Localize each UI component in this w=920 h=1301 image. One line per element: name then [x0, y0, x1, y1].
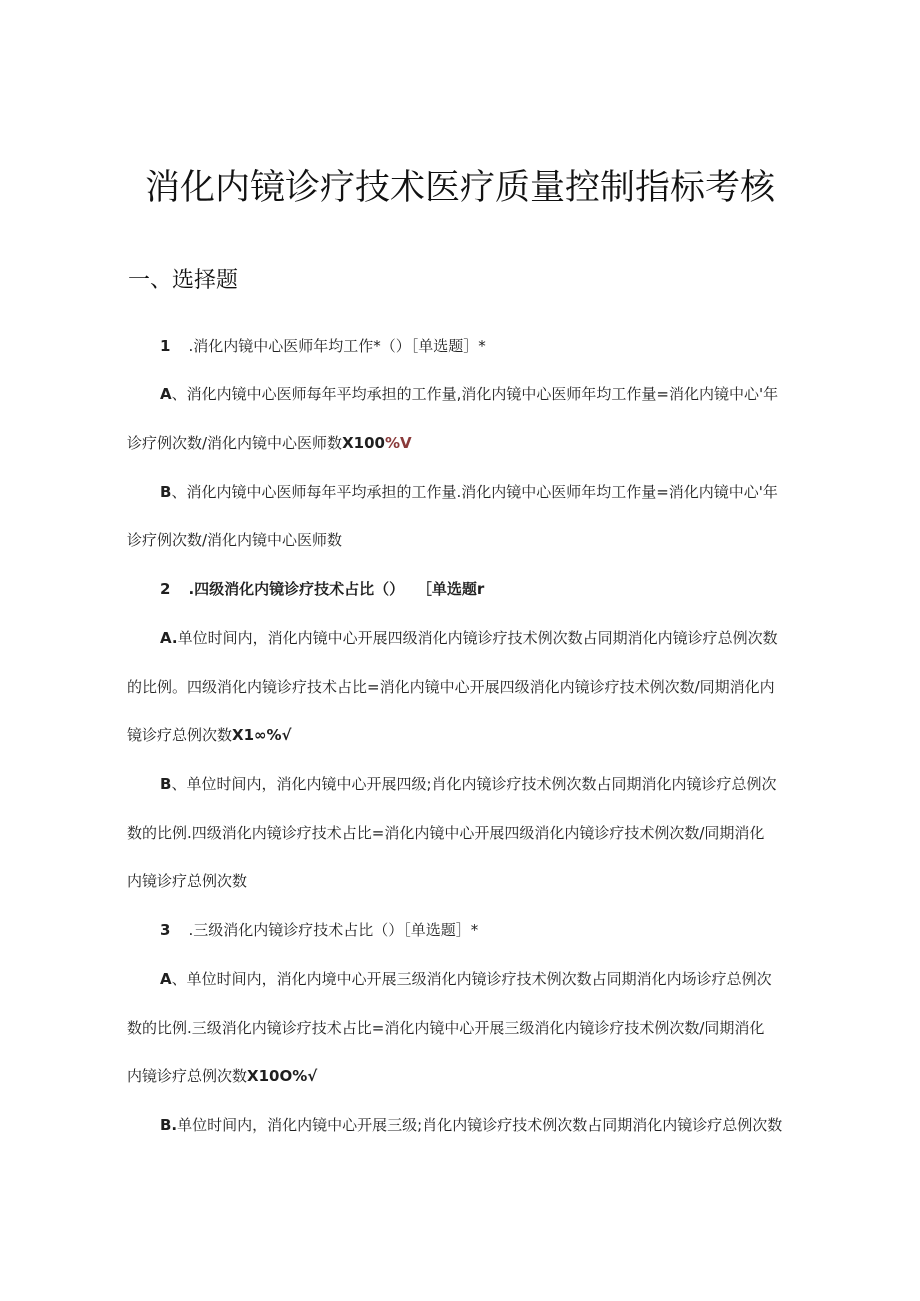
correct-answer-mark: X10O%√: [247, 1067, 318, 1085]
question-text: .三级消化内镜诊疗技术占比（）［单选题］*: [188, 921, 479, 939]
section-heading: 一、选择题: [128, 268, 239, 293]
option-text: 数的比例.四级消化内镜诊疗技术占比=消化内镜中心开展四级消化内镜诊疗技术例次数/同期消化: [127, 824, 765, 842]
option-text: 内镜诊疗总例次数: [127, 872, 248, 890]
q1-option-a-cont: [127, 432, 412, 454]
option-text: 镜诊疗总例次数: [127, 726, 233, 744]
q1-option-a: [160, 383, 778, 405]
correct-answer-mark: %V: [384, 434, 412, 452]
option-label: B: [160, 483, 172, 501]
option-label: B: [160, 775, 172, 793]
question-type-tag: ［单选题r: [416, 580, 485, 598]
option-label: B.: [160, 1116, 178, 1134]
option-label: A.: [160, 629, 178, 647]
q3-option-a-cont: [127, 1017, 764, 1039]
question-text: .消化内镜中心医师年均工作*（）［单选题］*: [188, 337, 486, 355]
question-text: .四级消化内镜诊疗技术占比（）: [188, 580, 405, 598]
option-text: 单位时间内，消化内镜中心开展三级;肖化内镜诊疗技术例次数占同期消化内镜诊疗总例次数: [177, 1116, 783, 1134]
option-text: 、单位时间内，消化内镜中心开展四级;肖化内镜诊疗技术例次数占同期消化内镜诊疗总例次: [171, 775, 777, 793]
q3-option-a-cont2: [127, 1065, 317, 1087]
q2-option-b-cont2: [127, 870, 247, 892]
q1-option-b-cont: [127, 529, 342, 551]
q3-option-a: [160, 968, 772, 990]
q2-option-b: [160, 773, 777, 795]
q2-option-a-cont: [127, 676, 775, 698]
correct-answer-mark: X1∞%√: [232, 726, 292, 744]
q2-option-b-cont: [127, 822, 764, 844]
question-1: [160, 335, 486, 357]
question-2: [160, 578, 484, 600]
question-3: [160, 919, 478, 941]
option-text: 、消化内镜中心医师每年平均承担的工作量.消化内镜中心医师年均工作量=消化内镜中心'年: [171, 483, 778, 501]
q1-option-b: [160, 481, 778, 503]
q2-option-a: [160, 627, 778, 649]
option-text: 诊疗例次数/消化内镜中心医师数: [127, 531, 343, 549]
q2-option-a-cont2: [127, 724, 292, 746]
option-text: 诊疗例次数/消化内镜中心医师数: [127, 434, 343, 452]
option-text: 单位时间内，消化内镜中心开展四级消化内镜诊疗技术例次数占同期消化内镜诊疗总例次数: [177, 629, 778, 647]
option-text: 内镜诊疗总例次数: [127, 1067, 248, 1085]
question-number: 1: [160, 337, 171, 355]
question-number: 3: [160, 921, 171, 939]
option-text: 、消化内镜中心医师每年平均承担的工作量,消化内镜中心医师年均工作量=消化内镜中心'年: [171, 385, 779, 403]
option-label: A: [160, 970, 172, 988]
question-number: 2: [160, 580, 171, 598]
option-label: A: [160, 385, 172, 403]
option-text: 、单位时间内，消化内境中心开展三级消化内镜诊疗技术例次数占同期消化内场诊疗总例次: [171, 970, 772, 988]
q3-option-b: [160, 1114, 782, 1136]
option-text: 数的比例.三级消化内镜诊疗技术占比=消化内镜中心开展三级消化内镜诊疗技术例次数/同期消化: [127, 1019, 765, 1037]
option-text: 的比例。四级消化内镜诊疗技术占比=消化内镜中心开展四级消化内镜诊疗技术例次数/同期消化内: [127, 678, 775, 696]
formula-mark: X100: [342, 434, 385, 452]
document-title: 消化内镜诊疗技术医疗质量控制指标考核: [144, 168, 775, 208]
